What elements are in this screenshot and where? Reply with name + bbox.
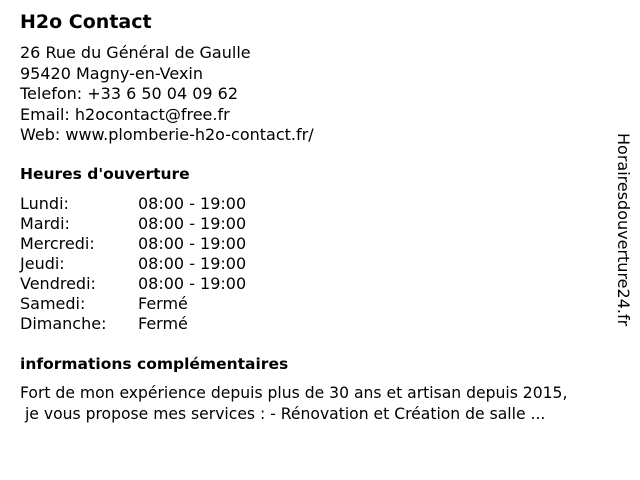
hours-row-dimanche (20, 314, 246, 334)
hours-row-mardi (20, 214, 246, 234)
hours-row-vendredi (20, 274, 246, 294)
description-line-2: je vous propose mes services : - Rénovation et Création de salle ... (20, 405, 546, 423)
hours-time: 08:00 - 19:00 (138, 234, 247, 253)
watermark (612, 133, 634, 345)
hours-day: Vendredi: (20, 274, 96, 293)
web-line: Web: www.plomberie-h2o-contact.fr/ (20, 125, 314, 144)
opening-hours-table (20, 194, 246, 334)
additional-info-text (20, 383, 630, 425)
contact-block (20, 43, 314, 146)
hours-time: 08:00 - 19:00 (138, 274, 247, 293)
hours-time: 08:00 - 19:00 (138, 214, 247, 233)
phone-line: Telefon: +33 6 50 04 09 62 (20, 84, 239, 103)
hours-row-jeudi (20, 254, 246, 274)
hours-row-samedi (20, 294, 246, 314)
address-line-2: 95420 Magny-en-Vexin (20, 63, 203, 83)
hours-day: Mardi: (20, 214, 70, 233)
hours-time: 08:00 - 19:00 (138, 254, 247, 273)
description-line-1: Fort de mon expérience depuis plus de 30 ans et artisan depuis 2015, (20, 384, 568, 402)
opening-hours-heading: Heures d'ouverture (20, 165, 190, 183)
hours-day: Samedi: (20, 294, 86, 313)
hours-day: Jeudi: (20, 254, 65, 273)
hours-row-mercredi (20, 234, 246, 254)
hours-day: Lundi: (20, 194, 69, 213)
address-line-1: 26 Rue du Général de Gaulle (20, 43, 251, 62)
hours-time: 08:00 - 19:00 (138, 194, 247, 213)
additional-info-heading: informations complémentaires (20, 355, 289, 373)
hours-time: Fermé (138, 294, 188, 313)
hours-day: Mercredi: (20, 234, 95, 253)
watermark-text: Horairesdouverture24.fr (614, 133, 633, 327)
business-name: H2o Contact (20, 11, 152, 33)
hours-time: Fermé (138, 314, 188, 333)
hours-day: Dimanche: (20, 314, 107, 333)
hours-row-lundi (20, 194, 246, 214)
email-line: Email: h2ocontact@free.fr (20, 104, 230, 124)
